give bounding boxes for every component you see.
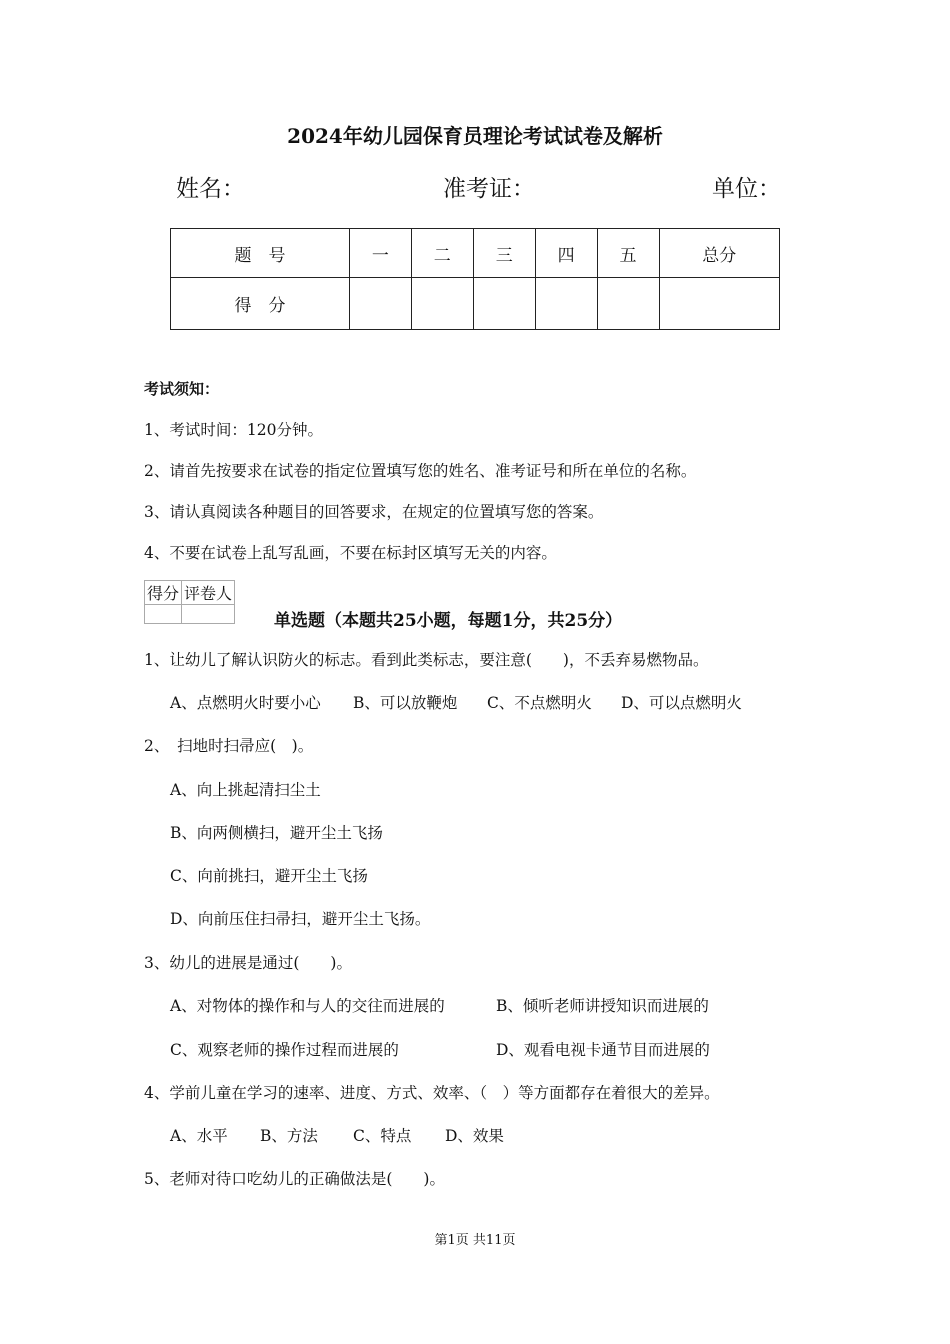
grader-reviewer-label: 评卷人 xyxy=(182,581,235,605)
question-option: A、点燃明火时要小心 xyxy=(170,694,321,712)
question-option: D、向前压住扫帚扫，避开尘土飞扬。 xyxy=(170,910,431,928)
question-option: B、向两侧横扫，避开尘土飞扬 xyxy=(170,824,383,842)
question-option: B、方法 xyxy=(260,1127,318,1145)
grader-score-cell[interactable] xyxy=(145,605,182,624)
question-stem: 5、老师对待口吃幼儿的正确做法是( )。 xyxy=(144,1170,445,1188)
question-option: C、特点 xyxy=(353,1127,412,1145)
score-cell[interactable] xyxy=(659,278,779,330)
score-header-cell: 五 xyxy=(597,229,659,278)
question-option: D、效果 xyxy=(445,1127,504,1145)
question-option: A、对物体的操作和与人的交往而进展的 xyxy=(170,997,445,1015)
question-stem: 3、幼儿的进展是通过( )。 xyxy=(144,954,352,972)
score-table-score-row xyxy=(171,278,780,330)
notice-item: 3、请认真阅读各种题目的回答要求，在规定的位置填写您的答案。 xyxy=(144,503,604,521)
question-option: A、向上挑起清扫尘土 xyxy=(170,781,321,799)
page-title: 2024年幼儿园保育员理论考试试卷及解析 xyxy=(287,124,663,148)
question-option: C、观察老师的操作过程而进展的 xyxy=(170,1041,399,1059)
score-header-cell: 二 xyxy=(411,229,473,278)
score-cell[interactable] xyxy=(411,278,473,330)
notice-heading: 考试须知： xyxy=(144,380,220,398)
question-option: A、水平 xyxy=(170,1127,228,1145)
score-table xyxy=(170,228,780,330)
notice-item: 4、不要在试卷上乱写乱画，不要在标封区填写无关的内容。 xyxy=(144,544,557,562)
page-footer: 第1页 共11页 xyxy=(434,1233,516,1248)
grader-box xyxy=(144,580,235,624)
question-option: B、倾听老师讲授知识而进展的 xyxy=(496,997,709,1015)
notice-item: 2、请首先按要求在试卷的指定位置填写您的姓名、准考证号和所在单位的名称。 xyxy=(144,462,697,480)
grader-score-label: 得分 xyxy=(145,581,182,605)
score-header-cell: 三 xyxy=(473,229,535,278)
question-option: B、可以放鞭炮 xyxy=(353,694,458,712)
score-row-label: 得 分 xyxy=(171,278,350,330)
grader-reviewer-cell[interactable] xyxy=(182,605,235,624)
question-option: C、不点燃明火 xyxy=(487,694,592,712)
section-title: 单选题（本题共25小题，每题1分，共25分） xyxy=(274,611,623,631)
notice-item: 1、考试时间：120分钟。 xyxy=(144,421,323,439)
question-option: D、可以点燃明火 xyxy=(621,694,742,712)
question-stem: 1、让幼儿了解认识防火的标志。看到此类标志，要注意( )，不丢弃易燃物品。 xyxy=(144,651,709,669)
score-cell[interactable] xyxy=(535,278,597,330)
score-header-cell: 四 xyxy=(535,229,597,278)
score-cell[interactable] xyxy=(473,278,535,330)
score-header-cell: 题 号 xyxy=(171,229,350,278)
score-table-header-row xyxy=(171,229,780,278)
score-cell[interactable] xyxy=(597,278,659,330)
score-header-cell: 总分 xyxy=(659,229,779,278)
unit-label: 单位： xyxy=(712,176,781,202)
exam-id-label: 准考证： xyxy=(443,176,535,202)
score-header-cell: 一 xyxy=(349,229,411,278)
question-stem: 2、 扫地时扫帚应( )。 xyxy=(144,737,314,755)
name-label: 姓名： xyxy=(176,176,245,202)
question-option: C、向前挑扫，避开尘土飞扬 xyxy=(170,867,368,885)
score-cell[interactable] xyxy=(349,278,411,330)
question-stem: 4、学前儿童在学习的速率、进度、方式、效率、（ ）等方面都存在着很大的差异。 xyxy=(144,1084,720,1102)
question-option: D、观看电视卡通节目而进展的 xyxy=(496,1041,710,1059)
